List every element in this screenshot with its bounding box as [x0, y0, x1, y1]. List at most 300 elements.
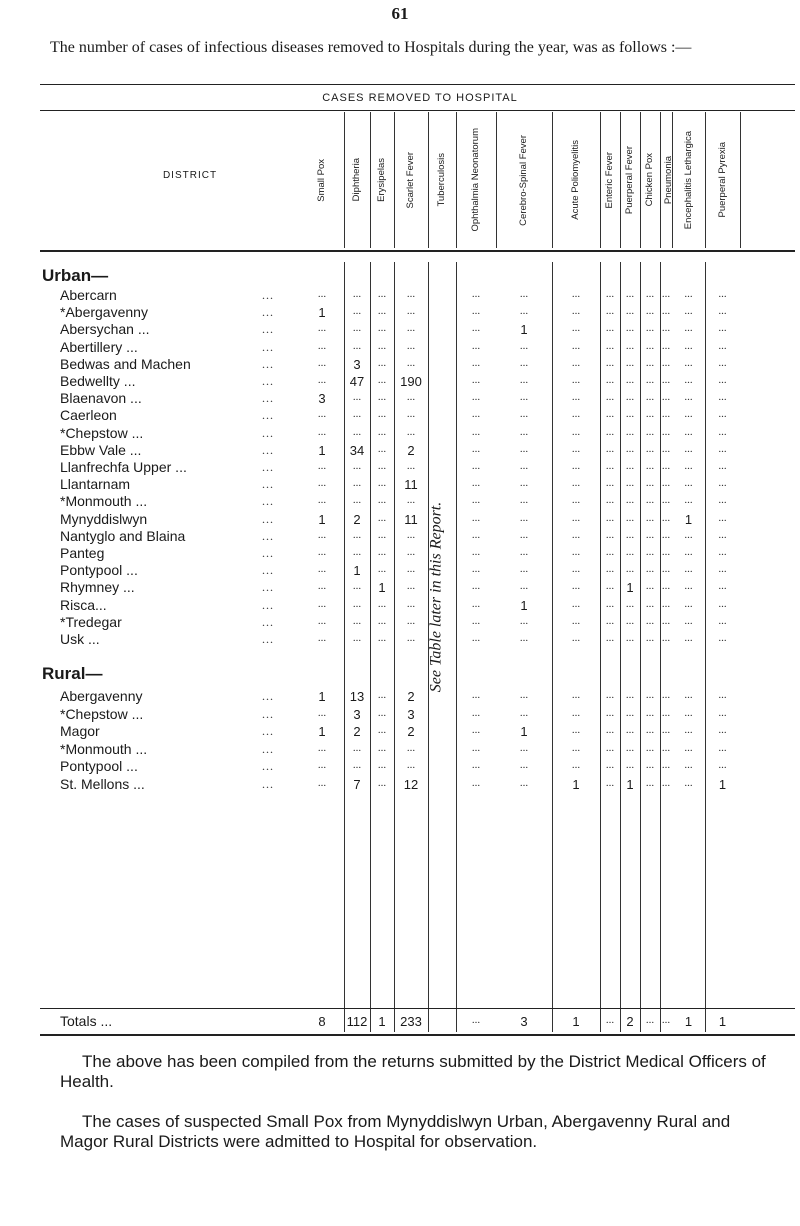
header-top-rule: [40, 110, 795, 111]
table-cell: 47: [349, 374, 365, 389]
table-cell: ...: [406, 759, 416, 771]
table-cell: ...: [605, 741, 615, 754]
table-cell: ...: [625, 425, 635, 438]
table-cell: ...: [605, 528, 615, 541]
row-label: Panteg: [60, 545, 105, 561]
table-cell: ...: [317, 528, 327, 541]
column-header-label: Puerperal Fever: [624, 145, 635, 215]
table-cell: ...: [317, 563, 327, 576]
table-cell: ...: [571, 425, 581, 438]
table-cell: ...: [471, 689, 481, 701]
table-cell: ...: [377, 632, 387, 644]
table-cell: ...: [352, 759, 362, 771]
table-cell: ...: [661, 374, 671, 386]
table-cell: ...: [684, 563, 693, 576]
table-cell: ...: [718, 425, 727, 438]
table-cell: ...: [718, 322, 727, 335]
footnote-observation: The cases of suspected Small Pox from Mynyddislwyn Urban, Abergavenny Rural and Magor Rural Districts were admitted to Hospital for observation.: [60, 1112, 731, 1151]
table-cell: ...: [625, 511, 635, 524]
table-cell: ...: [377, 305, 387, 318]
table-cell: ...: [406, 546, 416, 558]
table-cell: ...: [645, 442, 655, 455]
table-cell: ...: [684, 706, 693, 719]
table-cell: ...: [317, 477, 327, 490]
table-cell: ...: [519, 741, 529, 754]
table-cell: ...: [645, 546, 655, 558]
table-cell: 1: [572, 776, 580, 792]
table-cell: ...: [661, 442, 671, 455]
column-header: [456, 112, 496, 248]
table-cell: ...: [684, 288, 693, 300]
column-rule: [552, 112, 553, 248]
table-cell: ...: [605, 494, 615, 507]
table-cell: ...: [352, 305, 362, 318]
table-cell: ...: [352, 580, 362, 593]
table-cell: 1: [626, 580, 634, 596]
column-header-label: Puerperal Pyrexia: [716, 142, 728, 218]
table-cell: ...: [645, 460, 655, 472]
table-cell: ...: [571, 408, 581, 421]
table-cell: ...: [625, 724, 635, 736]
table-cell: ...: [625, 408, 635, 421]
table-cell: ...: [377, 689, 387, 701]
table-cell: ...: [605, 689, 615, 701]
table-cell: ...: [718, 339, 727, 352]
column-header-label: Acute Poliomyelitis: [570, 140, 581, 220]
table-cell: ...: [317, 425, 327, 438]
table-cell: 1: [318, 689, 326, 704]
row-label: Abercarn: [60, 287, 117, 303]
table-cell: ...: [718, 741, 727, 754]
row-label: Rhymney ...: [60, 579, 135, 596]
table-cell: ...: [471, 741, 481, 754]
table-cell: ...: [605, 614, 615, 627]
table-cell: ...: [377, 460, 387, 472]
table-cell: ...: [571, 759, 581, 771]
table-cell: ...: [317, 460, 327, 472]
column-header-label: Enteric Fever: [604, 151, 615, 209]
table-cell: ...: [645, 374, 655, 386]
column-header-label: Diphtheria: [351, 158, 362, 202]
column-rule: [428, 112, 429, 248]
table-cell: ...: [519, 632, 529, 644]
table-cell: 190: [400, 374, 422, 389]
table-cell: ...: [406, 408, 416, 421]
table-cell: ...: [571, 580, 581, 593]
column-header: [428, 112, 456, 248]
totals-cell: 8: [318, 1014, 326, 1029]
table-cell: ...: [471, 322, 481, 335]
table-cell: ...: [406, 632, 416, 644]
column-rule: [600, 112, 601, 248]
table-cell: ...: [519, 614, 529, 627]
row-label: *Monmouth ...: [60, 493, 148, 510]
table-cell: ...: [571, 706, 581, 719]
table-cell: ...: [471, 546, 481, 558]
table-cell: 2: [407, 689, 415, 704]
table-cell: ...: [605, 511, 615, 524]
column-rule: [660, 112, 661, 248]
column-header: [672, 112, 705, 248]
table-cell: ...: [718, 706, 727, 719]
column-header-label: Chicken Pox: [644, 153, 655, 207]
column-header-label: Tuberculosis: [436, 153, 447, 207]
table-cell: ...: [377, 442, 387, 455]
table-cell: ...: [519, 356, 529, 369]
row-leader: ...: [262, 460, 274, 474]
table-cell: ...: [718, 597, 727, 610]
table-cell: ...: [605, 322, 615, 335]
row-leader: ...: [262, 391, 274, 406]
table-cell: ...: [645, 597, 655, 610]
table-cell: ...: [605, 356, 615, 369]
table-cell: ...: [645, 528, 655, 541]
table-cell: ...: [317, 339, 327, 352]
table-cell: ...: [471, 494, 481, 507]
row-leader: ...: [262, 305, 274, 320]
table-cell: ...: [625, 546, 635, 558]
row-leader: ...: [262, 706, 274, 721]
table-cell: ...: [317, 356, 327, 369]
row-label: Blaenavon ...: [60, 390, 142, 407]
table-cell: ...: [471, 706, 481, 719]
table-cell: 1: [353, 563, 361, 579]
table-cell: ...: [519, 442, 529, 455]
table-cell: ...: [661, 759, 671, 771]
table-cell: ...: [718, 305, 727, 318]
table-cell: ...: [645, 511, 655, 524]
column-header: [344, 112, 370, 248]
page-number: 61: [391, 4, 409, 23]
table-cell: ...: [317, 408, 327, 421]
table-cell: ...: [718, 563, 727, 576]
table-cell: 1: [318, 511, 326, 527]
column-header: [705, 112, 740, 248]
totals-cell: ...: [645, 1014, 655, 1026]
table-cell: ...: [471, 632, 481, 644]
table-cell: ...: [625, 374, 635, 386]
table-cell: ...: [625, 741, 635, 754]
table-cell: ...: [718, 689, 727, 701]
table-cell: ...: [377, 563, 387, 576]
table-cell: ...: [406, 322, 416, 335]
table-cell: 7: [353, 776, 361, 792]
table-cell: ...: [718, 356, 727, 369]
table-cell: ...: [645, 580, 655, 593]
totals-cell: 1: [718, 1014, 727, 1029]
table-cell: ...: [571, 528, 581, 541]
table-cell: ...: [625, 460, 635, 472]
row-leader: ...: [262, 288, 274, 302]
column-header-label: Scarlet Fever: [405, 151, 416, 209]
table-cell: ...: [519, 494, 529, 507]
row-leader: ...: [262, 339, 274, 354]
top-rule: [40, 84, 795, 85]
table-cell: ...: [406, 425, 416, 438]
totals-top-rule: [40, 1008, 795, 1009]
table-cell: ...: [519, 546, 529, 558]
table-cell: ...: [519, 288, 529, 300]
column-header-label: Small Pox: [316, 158, 327, 202]
column-header-label: Cerebro-Spinal Fever: [518, 134, 529, 226]
table-cell: ...: [571, 724, 581, 736]
table-cell: ...: [625, 706, 635, 719]
table-cell: ...: [718, 614, 727, 627]
table-cell: ...: [317, 288, 327, 300]
table-cell: ...: [661, 776, 671, 789]
table-cell: ...: [605, 580, 615, 593]
column-rule: [344, 112, 345, 248]
table-cell: ...: [519, 374, 529, 386]
table-cell: ...: [605, 408, 615, 421]
row-label: Pontypool ...: [60, 758, 138, 774]
row-leader: ...: [262, 374, 274, 388]
table-cell: 1: [520, 597, 528, 613]
table-cell: ...: [406, 741, 416, 754]
table-cell: ...: [718, 528, 727, 541]
table-cell: ...: [352, 494, 362, 507]
table-cell: ...: [377, 425, 387, 438]
table-cell: ...: [571, 689, 581, 701]
column-header: [394, 112, 428, 248]
table-cell: ...: [625, 759, 635, 771]
totals-cell: 112: [346, 1014, 368, 1029]
table-cell: ...: [645, 288, 655, 300]
table-cell: ...: [377, 356, 387, 369]
table-cell: ...: [625, 632, 635, 644]
row-label: Mynyddislwyn: [60, 510, 148, 527]
intro-text: The number of cases of infectious diseases removed to Hospitals during the year, was as follows :—: [50, 39, 692, 56]
column-header: [303, 112, 341, 248]
table-cell: ...: [352, 339, 362, 352]
table-cell: ...: [519, 408, 529, 421]
table-cell: ...: [377, 408, 387, 421]
table-cell: 1: [626, 776, 634, 792]
table-cell: ...: [718, 759, 727, 771]
row-leader: ...: [262, 580, 274, 595]
table-cell: ...: [645, 494, 655, 507]
table-cell: 1: [684, 511, 693, 527]
table-cell: ...: [684, 322, 693, 335]
table-cell: ...: [661, 597, 671, 610]
table-cell: ...: [625, 528, 635, 541]
table-cell: ...: [571, 288, 581, 300]
table-cell: ...: [605, 759, 615, 771]
table-cell: ...: [718, 391, 727, 404]
table-cell: ...: [377, 759, 387, 771]
table-cell: ...: [571, 305, 581, 318]
row-leader: ...: [262, 356, 274, 371]
table-cell: 1: [378, 580, 386, 596]
row-leader: ...: [262, 528, 274, 543]
row-label: *Abergavenny: [60, 304, 148, 321]
totals-label: Totals ...: [60, 1013, 113, 1029]
table-cell: ...: [661, 425, 671, 438]
table-cell: ...: [684, 580, 693, 593]
table-cell: ...: [625, 322, 635, 335]
table-cell: ...: [571, 356, 581, 369]
column-header: [496, 112, 552, 248]
table-cell: ...: [377, 477, 387, 490]
table-cell: ...: [377, 391, 387, 404]
table-cell: ...: [684, 632, 693, 644]
table-cell: ...: [718, 477, 727, 490]
table-cell: ...: [377, 614, 387, 627]
table-cell: ...: [605, 724, 615, 736]
table-cell: 1: [318, 305, 326, 321]
table-cell: ...: [406, 614, 416, 627]
column-rule: [705, 112, 706, 248]
table-cell: ...: [317, 322, 327, 335]
table-cell: ...: [406, 580, 416, 593]
table-cell: ...: [352, 597, 362, 610]
totals-cell: 1: [684, 1014, 693, 1029]
table-cell: ...: [625, 288, 635, 300]
row-leader: ...: [262, 776, 274, 791]
totals-cell: ...: [471, 1014, 481, 1026]
table-cell: ...: [352, 528, 362, 541]
table-cell: ...: [406, 339, 416, 352]
table-cell: ...: [684, 356, 693, 369]
table-cell: ...: [352, 741, 362, 754]
column-header: [640, 112, 660, 248]
table-cell: ...: [352, 632, 362, 644]
table-cell: ...: [317, 597, 327, 610]
row-label: St. Mellons ...: [60, 775, 145, 792]
table-cell: ...: [317, 759, 327, 771]
table-cell: 12: [403, 776, 419, 792]
table-cell: ...: [471, 408, 481, 421]
table-cell: ...: [406, 356, 416, 369]
row-label: *Tredegar: [60, 613, 122, 630]
table-cell: ...: [471, 356, 481, 369]
table-cell: ...: [625, 305, 635, 318]
table-cell: ...: [377, 288, 387, 300]
district-header: DISTRICT: [162, 170, 218, 181]
table-cell: ...: [519, 477, 529, 490]
row-leader: ...: [262, 511, 274, 526]
table-cell: ...: [661, 689, 671, 701]
table-cell: ...: [661, 724, 671, 736]
table-cell: 34: [349, 442, 365, 458]
table-cell: ...: [352, 425, 362, 438]
table-cell: ...: [377, 741, 387, 754]
table-cell: ...: [605, 339, 615, 352]
table-cell: ...: [406, 494, 416, 507]
totals-cell: 3: [520, 1014, 528, 1029]
table-cell: 13: [349, 689, 365, 704]
table-cell: ...: [684, 546, 693, 558]
table-cell: ...: [718, 442, 727, 455]
table-cell: ...: [718, 288, 727, 300]
table-cell: ...: [684, 408, 693, 421]
table-cell: ...: [317, 374, 327, 386]
table-cell: ...: [352, 408, 362, 421]
table-cell: ...: [684, 494, 693, 507]
column-rule: [640, 112, 641, 248]
row-leader: ...: [262, 477, 274, 492]
totals-cell: 1: [572, 1014, 580, 1029]
table-cell: ...: [571, 741, 581, 754]
row-label: *Monmouth ...: [60, 740, 148, 757]
table-cell: ...: [605, 546, 615, 558]
table-cell: ...: [471, 460, 481, 472]
column-header-label: Ophthalmia Neonatorum: [470, 128, 481, 232]
table-cell: ...: [317, 776, 327, 789]
row-label: Llantarnam: [60, 476, 131, 493]
table-cell: ...: [625, 391, 635, 404]
table-cell: ...: [471, 288, 481, 300]
row-leader: ...: [262, 741, 274, 756]
table-cell: 2: [353, 511, 361, 527]
table-cell: ...: [605, 374, 615, 386]
table-cell: ...: [352, 288, 362, 300]
table-cell: ...: [352, 477, 362, 490]
table-cell: ...: [661, 706, 671, 719]
table-cell: ...: [519, 305, 529, 318]
row-leader: ...: [262, 494, 274, 509]
column-header: [600, 112, 620, 248]
row-label: Llanfrechfa Upper ...: [60, 459, 187, 475]
table-cell: ...: [605, 305, 615, 318]
header-bottom-rule: [40, 250, 795, 252]
table-cell: ...: [661, 356, 671, 369]
table-cell: ...: [718, 374, 727, 386]
table-cell: ...: [377, 597, 387, 610]
table-cell: ...: [519, 563, 529, 576]
table-cell: ...: [684, 724, 693, 736]
table-cell: ...: [718, 511, 727, 524]
column-rule: [370, 112, 371, 248]
column-rule: [496, 112, 497, 248]
table-cell: ...: [571, 614, 581, 627]
table-cell: ...: [519, 759, 529, 771]
table-cell: ...: [377, 546, 387, 558]
table-cell: ...: [684, 339, 693, 352]
table-cell: 11: [404, 477, 418, 493]
table-cell: ...: [571, 339, 581, 352]
table-cell: ...: [317, 614, 327, 627]
row-leader: ...: [262, 546, 274, 560]
table-cell: ...: [625, 442, 635, 455]
section-heading: Urban—: [42, 266, 109, 285]
row-leader: ...: [262, 759, 274, 773]
table-cell: ...: [625, 689, 635, 701]
table-cell: ...: [661, 632, 671, 644]
totals-cell: 2: [626, 1014, 634, 1029]
table-cell: ...: [718, 632, 727, 644]
row-label: Usk ...: [60, 631, 100, 647]
table-cell: ...: [571, 460, 581, 472]
table-cell: 2: [407, 724, 415, 739]
table-cell: ...: [406, 563, 416, 576]
row-label: Bedwellty ...: [60, 373, 136, 389]
row-label: Risca...: [60, 596, 107, 613]
table-cell: ...: [684, 776, 693, 789]
table-cell: ...: [406, 305, 416, 318]
column-rule: [394, 112, 395, 248]
totals-cell: 1: [378, 1014, 386, 1029]
table-cell: ...: [519, 391, 529, 404]
table-cell: ...: [645, 689, 655, 701]
totals-cell: ...: [605, 1014, 615, 1026]
table-cell: ...: [519, 776, 529, 789]
table-cell: ...: [471, 724, 481, 736]
table-cell: 2: [407, 442, 415, 458]
table-cell: ...: [471, 374, 481, 386]
table-cell: ...: [605, 776, 615, 789]
table-cell: ...: [519, 528, 529, 541]
